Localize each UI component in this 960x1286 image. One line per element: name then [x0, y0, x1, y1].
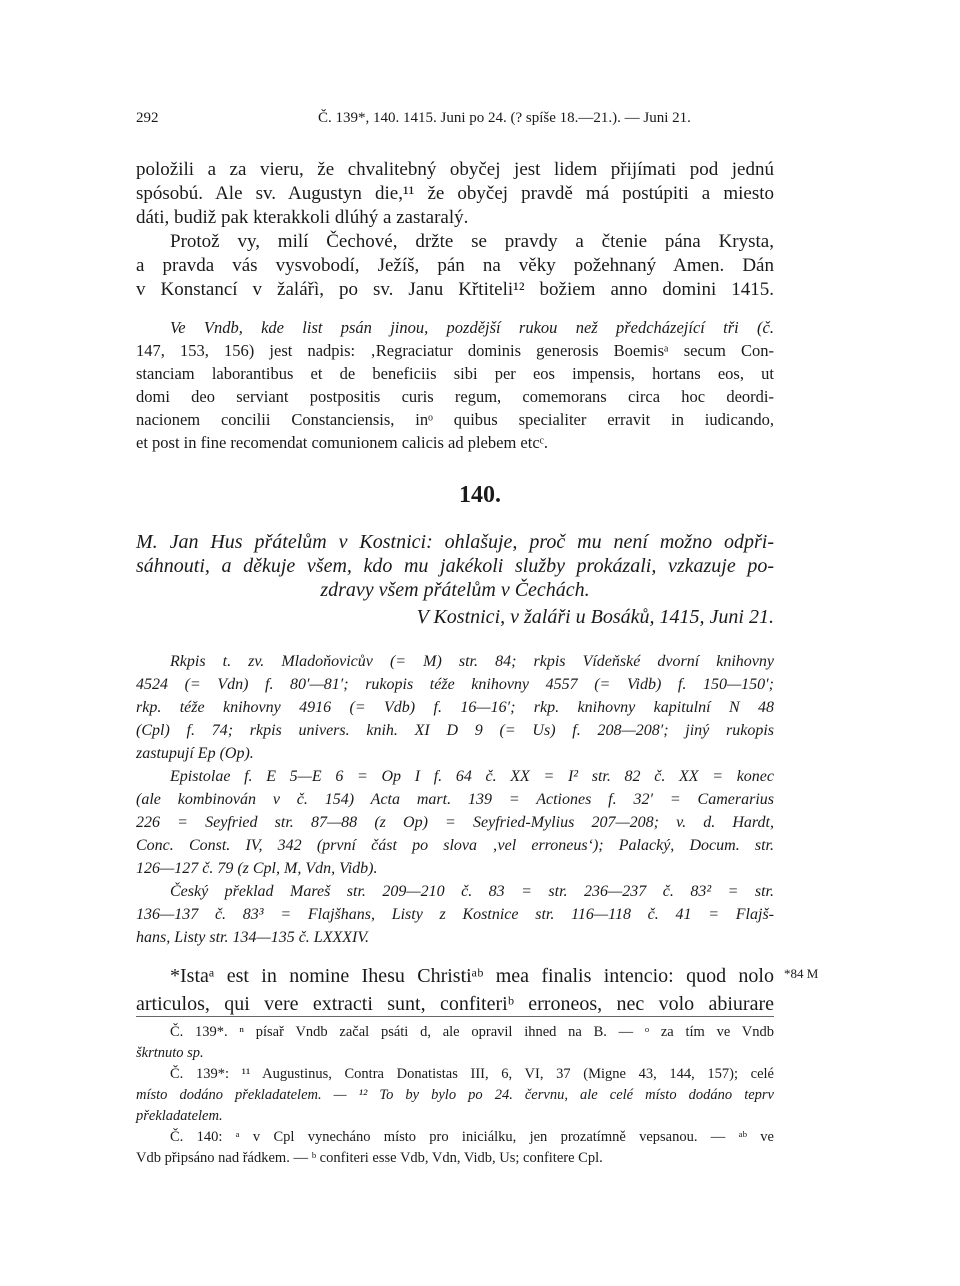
footnote-line: Vdb připsáno nad řádkem. — ᵇ confiteri esse Vdb, Vdn, Vidb, Us; confitere Cpl. — [136, 1150, 603, 1166]
footnote-line: Č. 140: ᵃ v Cpl vynecháno místo pro iniciálku, jen prozatímně vepsanou. — ᵃᵇ ve — [170, 1129, 774, 1145]
source-line: (Cpl) f. 74; rkpis univers. knih. XI D 9 (= Us) f. 208—208′; jiný rukopis — [136, 722, 774, 739]
source-line: hans, Listy str. 134—135 č. LXXXIV. — [136, 929, 370, 946]
title-line: sáhnouti, a děkuje všem, kdo mu jakékoli služby prokázali, vzkazuje po- — [136, 555, 774, 577]
source-line: zastupují Ep (Op). — [136, 745, 254, 762]
source-line: 226 = Seyfried str. 87—88 (z Op) = Seyfried-Mylius 207—208; v. d. Hardt, — [136, 814, 774, 831]
page-number: 292 — [136, 110, 159, 126]
text-line: domi deo serviant postpositis curis regum, comemorans circa hoc deordi- — [136, 387, 774, 406]
source-line: 126—127 č. 79 (z Cpl, M, Vdn, Vidb). — [136, 860, 378, 877]
letter-text-block — [136, 962, 774, 1018]
text-line: et post in fine recomendat comunionem calicis ad plebem etcᶜ. — [136, 433, 548, 452]
text-line: Ve Vndb, kde list psán jinou, pozdější rukou než předcházející tři (č. — [170, 318, 774, 337]
text-line: 147, 153, 156) jest nadpis: ‚Regraciatur dominis generosis Boemisᵃ secum Con- — [136, 341, 774, 360]
source-line: 136—137 č. 83³ = Flajšhans, Listy z Kostnice str. 116—118 č. 41 = Flajš- — [136, 906, 774, 923]
footnote-line: překladatelem. — [136, 1108, 223, 1124]
footnote-line: místo dodáno překladatelem. — ¹² To by bylo po 24. červnu, ale celé místo dodáno teprv — [136, 1087, 774, 1103]
text-line: nacionem concilii Constanciensis, inᵒ quibus specialiter erravit in iudicando, — [136, 410, 774, 429]
footnotes-block — [136, 1022, 774, 1169]
running-header: Č. 139*, 140. 1415. Juni po 24. (? spíše 18.—21.). — Juni 21. — [318, 110, 691, 126]
source-line: 4524 (= Vdn) f. 80′—81′; rukopis téže knihovny 4557 (= Vidb) f. 150—150′; — [136, 676, 774, 693]
text-line: dáti, budiž pak kterakkoli dlúhý a zastaralý. — [136, 207, 469, 228]
source-line: (ale kombinován v č. 154) Acta mart. 139 = Actiones f. 32′ = Camerarius — [136, 791, 774, 808]
text-line: položili a za vieru, že chvalitebný obyčej jest lidem přijímati pod jednú — [136, 159, 774, 180]
czech-text-block — [136, 158, 774, 302]
source-line: Český překlad Mareš str. 209—210 č. 83 = str. 236—237 č. 83² = str. — [170, 883, 774, 900]
source-line: rkp. téže knihovny 4916 (= Vdb) f. 16—16′; rkp. knihovny kapitulní N 48 — [136, 699, 774, 716]
footnote-line: škrtnuto sp. — [136, 1045, 204, 1061]
text-line: stanciam laborantibus et de beneficiis sibi per eos impensis, hortans eos, ut — [136, 364, 774, 383]
text-line: Protož vy, milí Čechové, držte se pravdy a čtenie pána Krysta, — [170, 231, 774, 252]
footnote-line: Č. 139*. ⁿ písař Vndb začal psáti d, ale opravil ihned na B. — ᵒ za tím ve Vndb — [170, 1024, 774, 1040]
title-line: M. Jan Hus přátelům v Kostnici: ohlašuje, proč mu není možno odpři- — [136, 531, 774, 553]
place-date-text: V Kostnici, v žaláři u Bosáků, 1415, Juni 21. — [416, 606, 774, 628]
source-line: Rkpis t. zv. Mladoňovicův (= M) str. 84; rkpis Vídeňské dvorní knihovny — [170, 653, 774, 670]
place-date — [136, 605, 774, 629]
text-line: articulos, qui vere extracti sunt, confiteriᵇ erroneos, nec volo abiurare — [136, 993, 774, 1015]
source-line: Epistolae f. E 5—E 6 = Op I f. 64 č. XX = I² str. 82 č. XX = konec — [170, 768, 774, 785]
text-line: spósobú. Ale sv. Augustyn die,¹¹ že obyčej pravdě má postúpiti a miesto — [136, 183, 774, 204]
text-line: a pravda vás vysvobodí, Ježíš, pán na věky požehnaný Amen. Dán — [136, 255, 774, 276]
source-line: Conc. Const. IV, 342 (první část po slova ‚vel erroneus‘); Palacký, Docum. str. — [136, 837, 774, 854]
text-line: *Istaᵃ est in nomine Ihesu Christiᵃᵇ mea finalis intencio: quod nolo — [170, 965, 774, 987]
text-line: v Konstancí v žalářì, po sv. Janu Křtiteli¹² božiem anno domini 1415. — [136, 279, 774, 300]
title-line: zdravy všem přátelům v Čechách. — [320, 579, 590, 601]
footnote-divider — [136, 1016, 774, 1017]
sources-block — [136, 650, 774, 949]
footnote-line: Č. 139*: ¹¹ Augustinus, Contra Donatistas III, 6, VI, 37 (Migne 43, 144, 157); celé — [170, 1066, 774, 1082]
latin-note-block — [136, 316, 774, 454]
margin-note: *84 M — [784, 966, 819, 981]
letter-number: 140. — [459, 482, 501, 508]
letter-title — [136, 530, 774, 602]
